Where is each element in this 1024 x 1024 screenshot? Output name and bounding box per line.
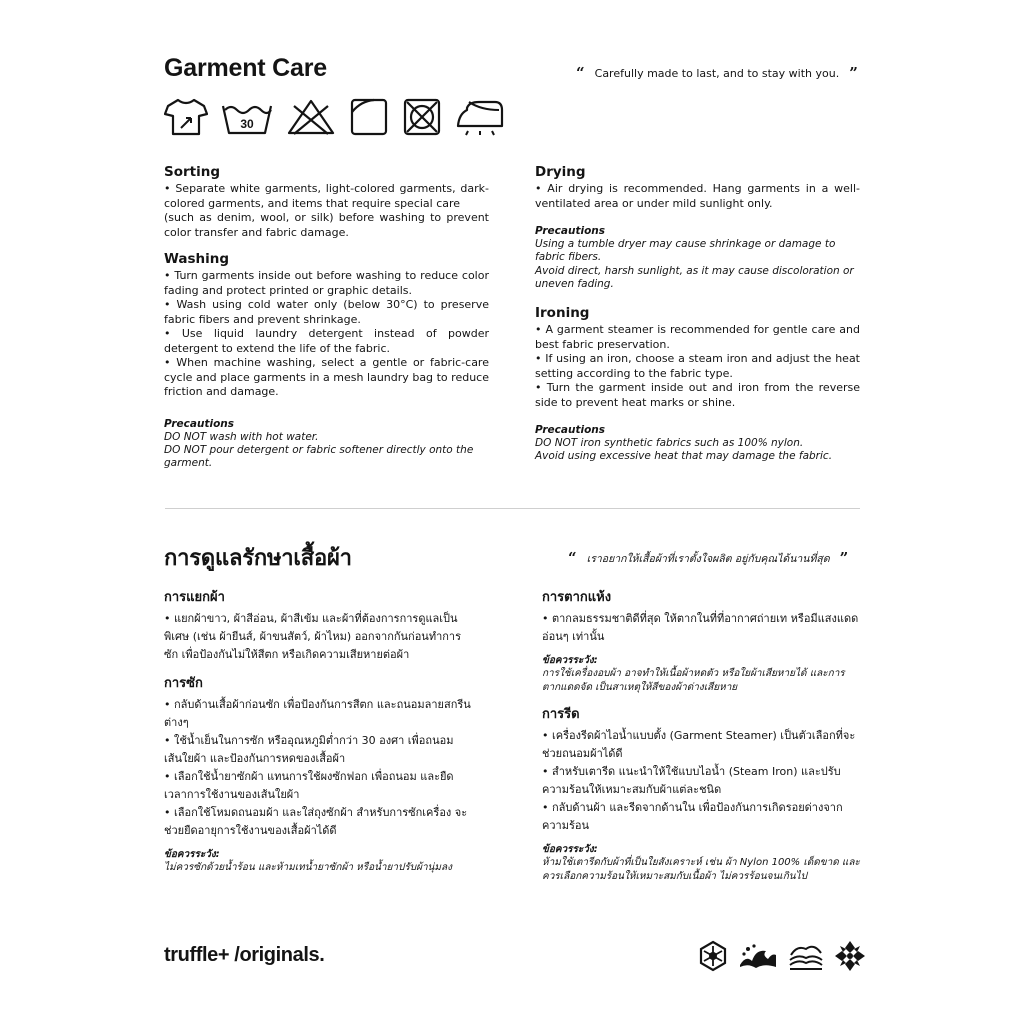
thai-washing-line: • เลือกใช้น้ำยาซักผ้า แทนการใช้ผงซักฟอก เพื่อถนอม และยืดเวลาการใช้งานของเส้นใยผ้า: [164, 770, 454, 801]
wave-splash-icon: [738, 941, 778, 971]
thai-ironing-line: • กลับด้านผ้า และรีดจากด้านใน เพื่อป้องกันการเกิดรอยด่างจากความร้อน: [542, 801, 843, 832]
thai-ironing-title: การรีด: [542, 707, 580, 722]
thai-ironing-precautions-title: ข้อควรระวัง:: [542, 844, 598, 855]
ironing-precaution: DO NOT iron synthetic fabrics such as 100% nylon.: [535, 437, 804, 450]
drying-line: • Air drying is recommended. Hang garments in a well-ventilated area or under mild sunlight only.: [535, 182, 860, 210]
tagline-quote: [576, 66, 858, 81]
ironing-line: • Turn the garment inside out and iron from the reverse side to prevent heat marks or shine.: [535, 381, 860, 409]
th-left-column: [164, 590, 474, 886]
thai-washing-title: การซัก: [164, 676, 203, 691]
tshirt-icon: [164, 97, 208, 137]
wash-temp-label: 30: [240, 117, 254, 131]
thai-washing-line: • เลือกใช้โหมดถนอมผ้า และใส่ถุงซักผ้า สำหรับการซักเครื่อง จะช่วยยืดอายุการใช้งานของเสื้อผ้าได้ดี: [164, 806, 468, 837]
thai-tagline-text: เราอยากให้เสื้อผ้าที่เราตั้งใจผลิต อยู่กับคุณได้นานที่สุด: [586, 553, 830, 565]
thai-tagline-quote: [568, 550, 848, 567]
sorting-section: [164, 164, 489, 240]
thai-sorting-section: [164, 590, 474, 664]
thai-washing-line: • ใช้น้ำเย็นในการซัก หรืออุณหภูมิต่ำกว่า 30 องศา เพื่อถนอมเส้นใยผ้า และป้องกันการหดของเสื้อผ้า: [164, 734, 454, 765]
ironing-section: [535, 305, 860, 464]
thai-sorting-title: การแยกผ้า: [164, 590, 225, 605]
close-quote-icon: ”: [849, 64, 858, 82]
open-quote-icon: “: [576, 64, 585, 82]
washing-precaution: DO NOT wash with hot water.: [164, 430, 319, 443]
drying-precaution: Using a tumble dryer may cause shrinkage or damage to fabric fibers.: [535, 238, 836, 264]
star-medallion-icon: [698, 940, 728, 972]
thai-drying-precautions-title: ข้อควรระวัง:: [542, 655, 598, 666]
thai-washing-precautions-title: ข้อควรระวัง:: [164, 849, 220, 860]
cloud-wave-icon: [788, 941, 824, 971]
ironing-title: Ironing: [535, 305, 590, 322]
washing-precautions-title: Precautions: [164, 417, 235, 430]
thai-ironing-line: • สำหรับเตารีด แนะนำให้ใช้แบบไอน้ำ (Steam Iron) และปรับความร้อนให้เหมาะสมกับผ้าแต่ละชนิด: [542, 765, 841, 796]
thai-washing-precaution: ไม่ควรซักด้วยน้ำร้อน และห้ามเทน้ำยาซักผ้า หรือน้ำยาปรับผ้านุ่มลง: [164, 862, 452, 873]
thai-washing-section: [164, 676, 474, 875]
ironing-precaution: Avoid using excessive heat that may damage the fabric.: [535, 450, 833, 463]
care-icons-row: [164, 97, 505, 137]
ironing-precautions-title: Precautions: [535, 424, 606, 437]
thai-washing-line: • กลับด้านเสื้อผ้าก่อนซัก เพื่อป้องกันการสีตก และถนอมลายสกรีนต่างๆ: [164, 698, 471, 729]
thai-drying-line: • ตากลมธรรมชาติดีที่สุด ให้ตากในที่ที่อากาศถ่ายเท หรือมีแสงแดดอ่อนๆ เท่านั้น: [542, 612, 859, 643]
washing-precaution: DO NOT pour detergent or fabric softener directly onto the garment.: [164, 443, 474, 470]
sorting-line: • Separate white garments, light-colored garments, dark-colored garments, and items that require special care: [164, 182, 489, 210]
ironing-line: • If using an iron, choose a steam iron and adjust the heat setting according to the fabric type.: [535, 352, 860, 380]
thai-ironing-precaution: ห้ามใช้เตารีดกับผ้าที่เป็นใยสังเคราะห์ เช่น ผ้า Nylon 100% เด็ดขาด และควรเลือกความร้อนให้เหมาะสมกับเนื้อผ้า ไม่ควรร้อนจนเกินไป: [542, 857, 860, 882]
dry-flat-icon: [349, 97, 389, 137]
drying-precaution: Avoid direct, harsh sunlight, as it may cause discoloration or uneven fading.: [535, 264, 854, 290]
close-quote-icon: ”: [839, 549, 849, 567]
open-quote-icon: “: [568, 549, 577, 567]
iron-icon: [455, 98, 505, 136]
th-right-column: [542, 590, 860, 895]
washing-title: Washing: [164, 251, 230, 267]
flower-crest-icon: [834, 940, 866, 972]
en-left-column: [164, 164, 489, 481]
thai-drying-section: [542, 590, 860, 695]
en-right-column: [535, 164, 860, 475]
page-title: Garment Care: [164, 54, 327, 82]
footer-emblems: [698, 940, 866, 972]
thai-drying-title: การตากแห้ง: [542, 590, 612, 605]
ironing-line: • A garment steamer is recommended for gentle care and best fabric preservation.: [535, 323, 860, 351]
washing-line: • Turn garments inside out before washing to reduce color fading and protect printed or graphic details.: [164, 269, 489, 297]
thai-sorting-line: • แยกผ้าขาว, ผ้าสีอ่อน, ผ้าสีเข้ม และผ้าที่ต้องการการดูแลเป็นพิเศษ (เช่น ผ้ายีนส์, ผ้าขนสัตว์, ผ้าไหม) ออกจากกันก่อนทำการซัก เพื่อป้องกันไม่ให้สีตก หรือเกิดความเสียหายต่อผ้า: [164, 612, 461, 661]
no-tumble-dry-icon: [402, 97, 442, 137]
washing-section: [164, 251, 489, 470]
thai-drying-precaution: การใช้เครื่องอบผ้า อาจทำให้เนื้อผ้าหดตัว หรือใยผ้าเสียหายได้ และการตากแดดจัด เป็นสาเหตุให้สีของผ้าด่างเสียหาย: [542, 668, 845, 693]
drying-title: Drying: [535, 164, 586, 180]
brand-logo: truffle+ /originals.: [164, 944, 325, 966]
washing-line: • Use liquid laundry detergent instead of powder detergent to extend the life of the fabric.: [164, 327, 489, 355]
drying-section: [535, 164, 860, 291]
sorting-title: Sorting: [164, 164, 221, 180]
thai-ironing-section: [542, 707, 860, 884]
sorting-line: (such as denim, wool, or silk) before washing to prevent color transfer and fabric damage.: [164, 211, 489, 239]
section-divider: [165, 508, 860, 509]
tagline-text: Carefully made to last, and to stay with you.: [594, 67, 840, 80]
drying-precautions-title: Precautions: [535, 225, 606, 237]
thai-ironing-line: • เครื่องรีดผ้าไอน้ำแบบตั้ง (Garment Steamer) เป็นตัวเลือกที่จะช่วยถนอมผ้าได้ดี: [542, 729, 856, 760]
wash-30-icon: [221, 98, 273, 136]
washing-line: • When machine washing, select a gentle or fabric-care cycle and place garments in a mesh laundry bag to reduce friction and damage.: [164, 356, 489, 398]
washing-line: • Wash using cold water only (below 30°C) to preserve fabric fibers and prevent shrinkage.: [164, 298, 489, 326]
no-bleach-icon: [286, 98, 336, 136]
thai-page-title: การดูแลรักษาเสื้อผ้า: [164, 545, 352, 570]
